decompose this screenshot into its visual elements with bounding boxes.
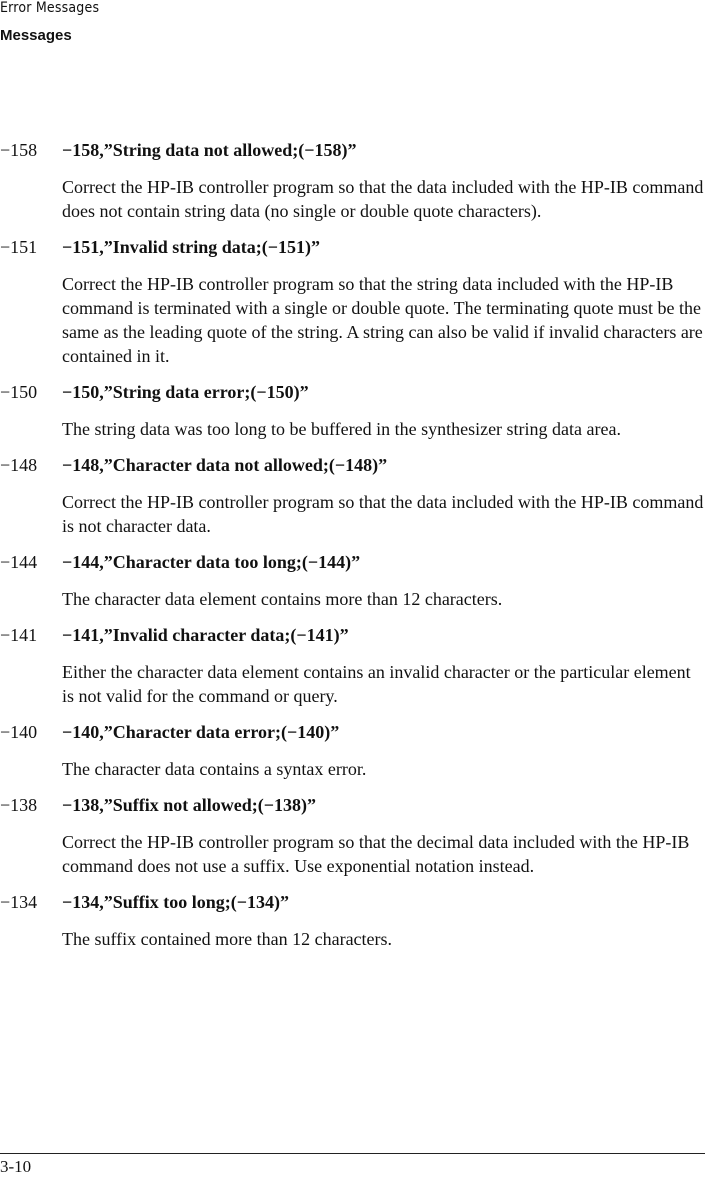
- error-title: −151,”Invalid string data;(−151)”: [62, 237, 321, 257]
- error-code: −141: [0, 625, 38, 645]
- error-entry-141: [0, 622, 705, 708]
- error-entry-151: [0, 234, 705, 368]
- error-entry-158: [0, 137, 705, 223]
- running-header-chapter: Error Messages: [0, 0, 100, 16]
- error-title: −134,”Suffix too long;(−134)”: [62, 892, 290, 912]
- error-title: −141,”Invalid character data;(−141)”: [62, 625, 349, 645]
- page-number: 3-10: [0, 1157, 32, 1176]
- error-code: −150: [0, 382, 38, 402]
- error-description: The suffix contained more than 12 characters.: [62, 929, 393, 949]
- error-entry-150: [0, 379, 705, 441]
- error-title: −144,”Character data too long;(−144)”: [62, 552, 361, 572]
- error-entry-148: [0, 452, 705, 538]
- error-title: −138,”Suffix not allowed;(−138)”: [62, 795, 317, 815]
- error-title: −148,”Character data not allowed;(−148)”: [62, 455, 388, 475]
- error-description: Correct the HP-IB controller program so that the decimal data included with the HP-IB command does not use a suffix. Use exponential notation instead.: [62, 832, 690, 876]
- error-code: −138: [0, 795, 38, 815]
- error-code: −151: [0, 237, 38, 257]
- error-code: −140: [0, 722, 38, 742]
- error-message-list: [0, 137, 705, 951]
- error-description: Correct the HP-IB controller program so that the string data included with the HP-IB command is terminated with a single or double quote. The terminating quote must be the same as the leading quote of the string. A string can also be valid if invalid characters are contained in it.: [62, 274, 703, 366]
- error-description: Correct the HP-IB controller program so that the data included with the HP-IB command is not character data.: [62, 492, 704, 536]
- error-title: −158,”String data not allowed;(−158)”: [62, 140, 357, 160]
- error-code: −134: [0, 892, 38, 912]
- running-header-section: Messages: [0, 27, 72, 44]
- error-description: Either the character data element contains an invalid character or the particular element is not valid for the command or query.: [62, 662, 691, 706]
- error-entry-138: [0, 792, 705, 878]
- footer-divider: [0, 1153, 705, 1154]
- error-description: The character data contains a syntax error.: [62, 759, 367, 779]
- error-entry-134: [0, 889, 705, 951]
- error-code: −148: [0, 455, 38, 475]
- error-code: −144: [0, 552, 38, 572]
- error-description: The string data was too long to be buffered in the synthesizer string data area.: [62, 419, 621, 439]
- error-title: −150,”String data error;(−150)”: [62, 382, 309, 402]
- error-description: Correct the HP-IB controller program so that the data included with the HP-IB command does not contain string data (no single or double quote characters).: [62, 177, 704, 221]
- error-entry-144: [0, 549, 705, 611]
- error-entry-140: [0, 719, 705, 781]
- error-title: −140,”Character data error;(−140)”: [62, 722, 340, 742]
- error-code: −158: [0, 140, 38, 160]
- error-description: The character data element contains more than 12 characters.: [62, 589, 503, 609]
